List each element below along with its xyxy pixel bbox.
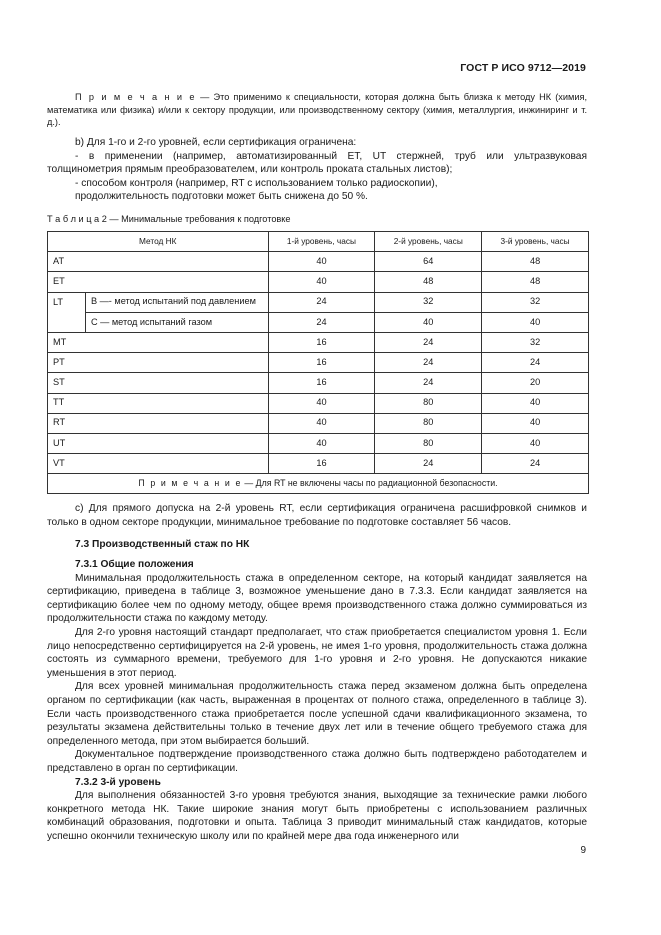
method-cell: UT [48,433,269,453]
level-1-cell: 40 [268,413,375,433]
level-2-cell: 80 [375,413,482,433]
level-1-cell: 16 [268,454,375,474]
level-2-cell: 24 [375,454,482,474]
header-method: Метод НК [48,232,269,252]
note-1 [47,91,587,129]
method-cell: ST [48,373,269,393]
table-note-row [48,474,589,494]
level-3-cell: 32 [482,292,589,312]
level-3-cell: 24 [482,454,589,474]
paragraph-4: Документальное подтверждение производственного стажа должно быть подтверждено работодателем и представлено в орган по сертификации. [47,749,587,774]
section-7-3 [47,538,587,552]
level-3-cell: 48 [482,272,589,292]
section-7-3-1-heading: 7.3.1 Общие положения [75,559,194,570]
level-1-cell: 40 [268,252,375,272]
level-3-cell: 40 [482,393,589,413]
level-3-cell: 32 [482,332,589,352]
method-cell: AT [48,252,269,272]
method-cell: RT [48,413,269,433]
level-2-cell: 40 [375,312,482,332]
method-cell: VT [48,454,269,474]
table-row [48,353,589,373]
section-7-3-1 [47,558,587,843]
page-number: 9 [580,845,586,856]
submethod-cell: В —- метод испытаний под давлением [85,292,268,312]
training-table [47,231,589,494]
level-1-cell: 16 [268,373,375,393]
method-cell: LT [48,292,86,332]
table-row [48,454,589,474]
level-1-cell: 24 [268,292,375,312]
item-b-tail: продолжительность подготовки может быть снижена до 50 %. [75,191,368,203]
table-note-lead: П р и м е ч а н и е [138,478,242,489]
level-2-cell: 48 [375,272,482,292]
level-3-cell: 40 [482,312,589,332]
header-level-2: 2-й уровень, часы [375,232,482,252]
table-row [48,332,589,352]
section-7-3-2-heading: 7.3.2 3-й уровень [75,776,161,788]
table-header-row [48,232,589,252]
level-2-cell: 32 [375,292,482,312]
level-2-cell: 80 [375,393,482,413]
table-row [48,413,589,433]
level-1-cell: 16 [268,332,375,352]
table-row [48,393,589,413]
level-1-cell: 40 [268,272,375,292]
level-3-cell: 24 [482,353,589,373]
table-row [48,433,589,453]
paragraph-5: Для выполнения обязанностей 3-го уровня требуются знания, выходящие за технические рамки любого конкретного метода НК. Такие широкие знания могут быть приобретены с использованием различных комбинаций образования, подготовки и опыта. Таблица 3 приводит минимальный стаж кандидатов, которые успешно окончили техническую школу или по крайней мере два года инженерного или [47,790,587,842]
method-cell: TT [48,393,269,413]
level-3-cell: 40 [482,433,589,453]
table-caption: Т а б л и ц а 2 — Минимальные требования к подготовке [47,214,291,224]
level-1-cell: 16 [268,353,375,373]
level-2-cell: 24 [375,373,482,393]
paragraph-1: Минимальная продолжительность стажа в определенном секторе, на который кандидат заявляется на сертификацию, приведена в таблице 3, возможное уменьшение дано в 7.3.3. Если кандидат заявляется на сертификацию более чем по одному методу, общее время производственного стажа должно суммироваться из продолжительности стажа по каждому методу. [47,572,587,625]
note-1-text: — Это применимо к специальности, которая должна быть близка к методу НК (химия, математика или физика) и/или к сектору продукции, или производственному сектору (химия, металлургия, инжиниринг и т. д.). [47,92,588,128]
table-note [48,474,589,494]
level-2-cell: 64 [375,252,482,272]
paragraph-2: Для 2-го уровня настоящий стандарт предполагает, что стаж приобретается специалистом уровня 1. Если лицо непосредственно сертифицируется на 2-й уровень, не имея 1-го уровня, продолжительность стажа должна состоять из суммарного времени, требуемого для 1-го уровня и 2-го уровня. Не допускаются никакие уменьшения в этот период. [47,626,587,679]
note-1-lead: П р и м е ч а н и е [75,92,197,102]
level-2-cell: 24 [375,332,482,352]
section-7-3-heading: 7.3 Производственный стаж по НК [75,539,250,550]
item-b [47,136,587,204]
method-cell: МТ [48,332,269,352]
submethod-cell: С — метод испытаний газом [85,312,268,332]
item-c [47,502,587,529]
table-row [48,252,589,272]
level-1-cell: 40 [268,393,375,413]
level-2-cell: 24 [375,353,482,373]
method-cell: ET [48,272,269,292]
header-level-1: 1-й уровень, часы [268,232,375,252]
table-row [48,272,589,292]
level-2-cell: 80 [375,433,482,453]
level-3-cell: 48 [482,252,589,272]
table-row [48,292,589,312]
standard-header: ГОСТ Р ИСО 9712—2019 [460,62,586,74]
paragraph-3: Для всех уровней минимальная продолжительность стажа перед экзаменом должна быть определена органом по сертификации (как часть, выраженная в процентах от полного стажа, определенного в таблице 3). Если часть производственного стажа приобретается после успешной сдачи квалификационного экзамена, то результаты экзамена действительны только в течение двух лет или в течение общего требуемого стажа для определенного метода, при этом выбирается больший. [47,681,587,747]
item-b-dash-1: - в применении (например, автоматизированный ЕТ, UT стержней, труб или ультразвуковая толщинометрия прямым преобразователем, или контроль проката стальных листов); [47,150,587,176]
table-row [48,312,589,332]
table-row [48,373,589,393]
table-note-text: — Для RT не включены часы по радиационной безопасности. [241,478,498,489]
item-b-dash-2: - способом контроля (например, RT с использованием только радиоскопии), [75,177,438,189]
level-1-cell: 40 [268,433,375,453]
level-1-cell: 24 [268,312,375,332]
level-3-cell: 20 [482,373,589,393]
item-c-text: с) Для прямого допуска на 2-й уровень RT, если сертификация ограничена расшифровкой снимков и только в одном секторе продукции, минимальное требование по подготовке составляет 56 часов. [47,503,587,528]
level-3-cell: 40 [482,413,589,433]
item-b-title: b) Для 1-го и 2-го уровней, если сертификация ограничена: [75,137,357,148]
header-level-3: 3-й уровень, часы [482,232,589,252]
method-cell: PT [48,353,269,373]
